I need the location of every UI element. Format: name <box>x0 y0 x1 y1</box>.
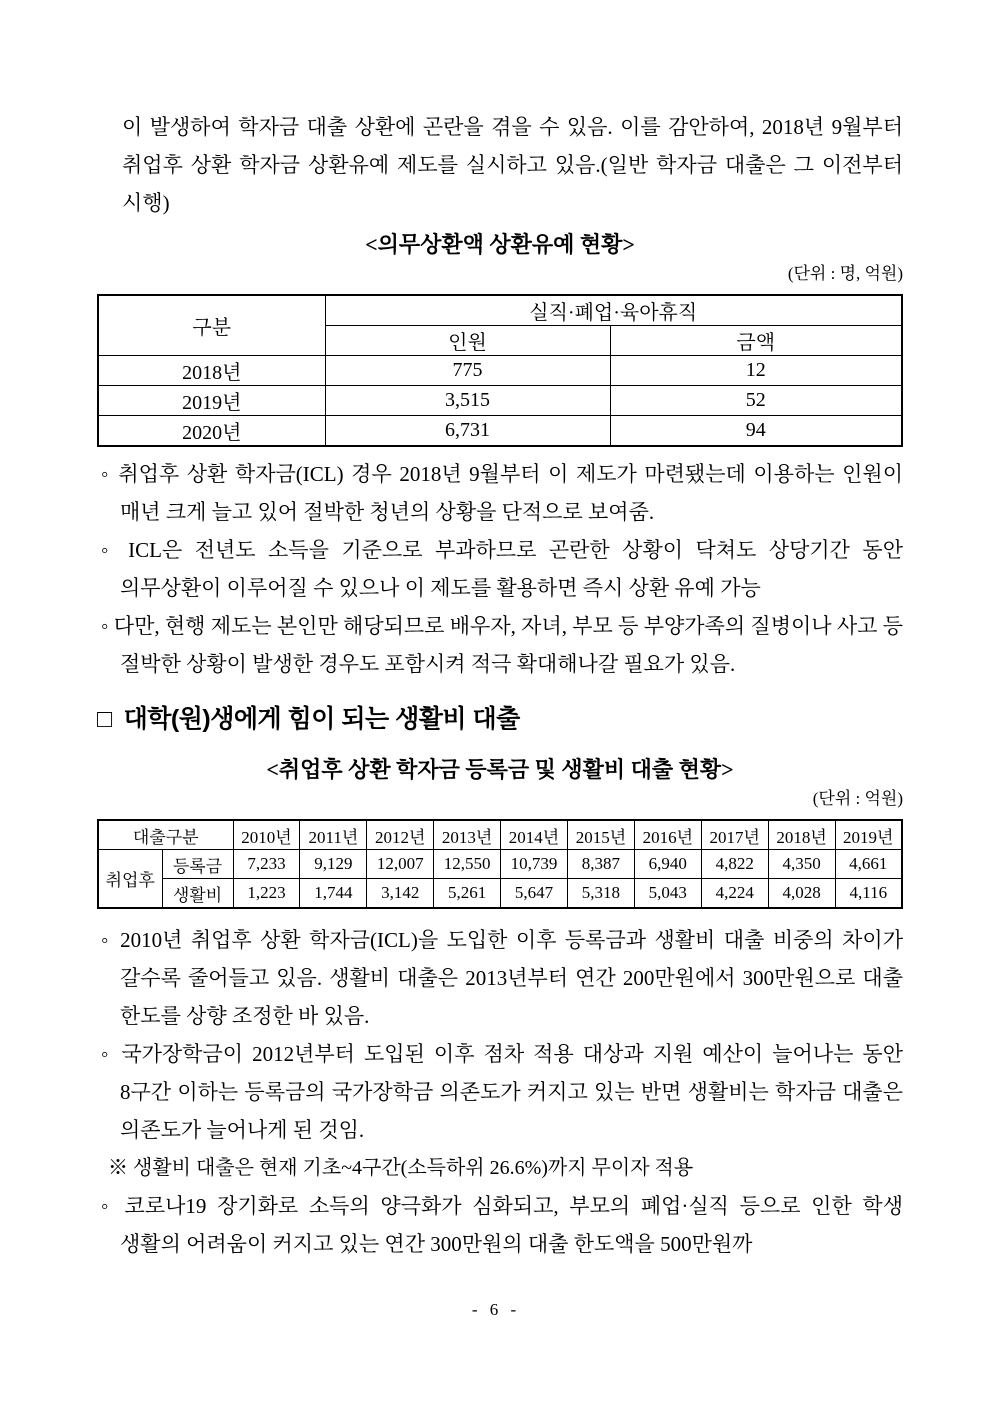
value-cell: 12,550 <box>434 850 501 879</box>
value-cell: 10,739 <box>501 850 568 879</box>
value-cell: 4,224 <box>701 879 768 909</box>
year-header-cell: 2017년 <box>701 820 768 850</box>
bullet-item: ◦ ICL은 전년도 소득을 기준으로 부과하므로 곤란한 상황이 닥쳐도 상당기간 동안 의무상환이 이루어질 수 있으나 이 제도를 활용하면 즉시 상환 유예 가능 <box>97 531 903 607</box>
amount-cell: 12 <box>610 356 902 386</box>
header-row <box>98 295 902 326</box>
table-row <box>98 850 902 879</box>
section-heading-label: 대학(원)생에게 힘이 되는 생활비 대출 <box>123 705 520 733</box>
deferment-bullet-list <box>97 455 903 683</box>
header-cell-amount: 금액 <box>610 326 902 356</box>
table-row <box>98 386 902 416</box>
value-cell: 3,142 <box>367 879 434 909</box>
deferment-unit-label: (단위 : 명, 억원) <box>787 264 903 283</box>
table-row <box>98 879 902 909</box>
note-line: ※ 생활비 대출은 현재 기초~4구간(소득하위 26.6%)까지 무이자 적용 <box>108 1157 694 1179</box>
year-header-cell: 2011년 <box>300 820 367 850</box>
value-cell: 4,822 <box>701 850 768 879</box>
value-cell: 5,647 <box>501 879 568 909</box>
bullet-item: ◦ 코로나19 장기화로 소득의 양극화가 심화되고, 부모의 폐업·실직 등으로 인한 학생 생활의 어려움이 커지고 있는 연간 300만원의 대출 한도액을 500만원까 <box>97 1187 903 1263</box>
value-cell: 6,940 <box>634 850 701 879</box>
year-header-cell: 2016년 <box>634 820 701 850</box>
value-cell: 12,007 <box>367 850 434 879</box>
amount-cell: 94 <box>610 416 902 447</box>
amount-cell: 52 <box>610 386 902 416</box>
header-cell-category: 대출구분 <box>98 820 233 850</box>
year-header-cell: 2014년 <box>501 820 568 850</box>
year-header-cell: 2018년 <box>768 820 835 850</box>
table-row <box>98 356 902 386</box>
living-unit-label: (단위 : 억원) <box>812 789 903 808</box>
value-cell: 4,028 <box>768 879 835 909</box>
value-cell: 5,261 <box>434 879 501 909</box>
section-heading-living-cost-loan <box>97 701 903 737</box>
year-cell: 2019년 <box>98 386 325 416</box>
value-cell: 9,129 <box>300 850 367 879</box>
people-cell: 3,515 <box>325 386 610 416</box>
bullet-item: ◦ 취업후 상환 학자금(ICL) 경우 2018년 9월부터 이 제도가 마련됐는데 이용하는 인원이 매년 크게 늘고 있어 절박한 청년의 상황을 단적으로 보여줌. <box>97 455 903 531</box>
living-bullet-list <box>97 921 903 1263</box>
header-cell-group: 실직·폐업·육아휴직 <box>325 295 902 326</box>
value-cell: 1,744 <box>300 879 367 909</box>
bullet-item: ◦ 2010년 취업후 상환 학자금(ICL)을 도입한 이후 등록금과 생활비 대출 비중의 차이가 갈수록 줄어들고 있음. 생활비 대출은 2013년부터 연간 200만원에서 300만원으로 대출 한도를 상향 조정한 바 있음. <box>97 921 903 1035</box>
section-box-marker: □ <box>97 705 112 733</box>
row-label-cell: 생활비 <box>162 879 233 909</box>
header-row <box>98 820 902 850</box>
intro-paragraph: 이 발생하여 학자금 대출 상환에 곤란을 겪을 수 있음. 이를 감안하여, 2018년 9월부터 취업후 상환 학자금 상환유예 제도를 실시하고 있음.(일반 학자금 대출은 그 이전부터 시행) <box>122 115 903 215</box>
value-cell: 8,387 <box>567 850 634 879</box>
document-page <box>97 0 903 1263</box>
year-header-cell: 2013년 <box>434 820 501 850</box>
deferment-table-title: <의무상환액 상환유예 현황> <box>365 232 635 257</box>
bullet-item: ◦ 국가장학금이 2012년부터 도입된 이후 점차 적용 대상과 지원 예산이 늘어나는 동안 8구간 이하는 등록금의 국가장학금 의존도가 커지고 있는 반면 생활비는 학자금 대출은 의존도가 늘어나게 된 것임. <box>97 1035 903 1149</box>
value-cell: 4,661 <box>835 850 902 879</box>
year-header-cell: 2012년 <box>367 820 434 850</box>
year-header-cell: 2015년 <box>567 820 634 850</box>
deferment-table <box>97 294 903 447</box>
value-cell: 1,223 <box>233 879 300 909</box>
row-label-cell: 등록금 <box>162 850 233 879</box>
living-table-title: <취업후 상환 학자금 등록금 및 생활비 대출 현황> <box>266 757 734 782</box>
year-cell: 2018년 <box>98 356 325 386</box>
value-cell: 4,350 <box>768 850 835 879</box>
value-cell: 4,116 <box>835 879 902 909</box>
value-cell: 7,233 <box>233 850 300 879</box>
year-header-cell: 2010년 <box>233 820 300 850</box>
people-cell: 6,731 <box>325 416 610 447</box>
row-group-cell: 취업후 <box>98 850 162 909</box>
header-cell-people: 인원 <box>325 326 610 356</box>
bullet-item: ◦ 다만, 현행 제도는 본인만 해당되므로 배우자, 자녀, 부모 등 부양가족의 질병이나 사고 등 절박한 상황이 발생한 경우도 포함시켜 적극 확대해나갈 필요가 있음. <box>97 607 903 683</box>
year-cell: 2020년 <box>98 416 325 447</box>
table-row <box>98 416 902 447</box>
header-cell-category: 구분 <box>98 295 325 356</box>
page-number: - 6 - <box>471 1300 521 1319</box>
people-cell: 775 <box>325 356 610 386</box>
value-cell: 5,318 <box>567 879 634 909</box>
value-cell: 5,043 <box>634 879 701 909</box>
year-header-cell: 2019년 <box>835 820 902 850</box>
living-cost-loan-table <box>97 819 903 909</box>
